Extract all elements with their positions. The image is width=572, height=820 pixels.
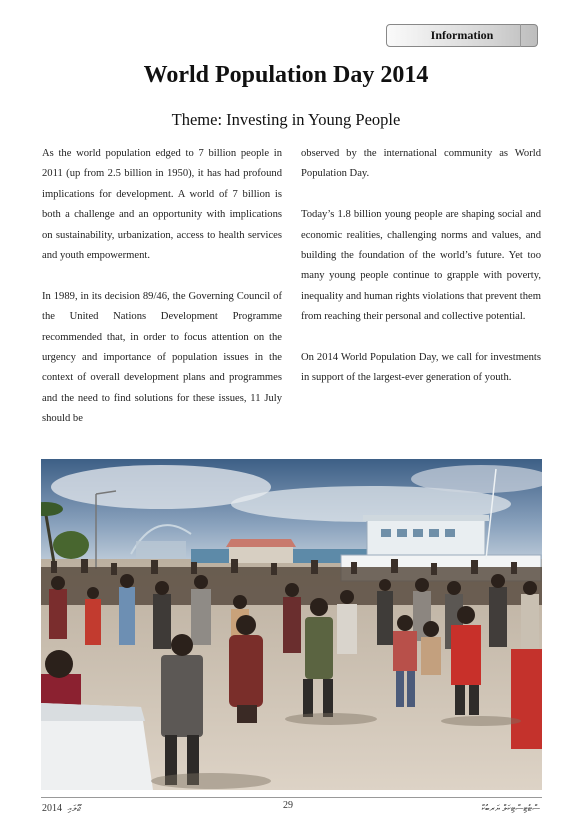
right-column <box>301 144 541 409</box>
page-number: 29 <box>283 800 293 811</box>
paragraph: Today’s 1.8 billion young people are shaping social and economic realities, challenging norms and values, and building the foundation of the world’s future. Yet too many young people continue to grapple with poverty, inequality and human rights violations that prevent them from reaching their personal and collective potential. <box>301 209 541 323</box>
footer-year: 2014 <box>42 803 62 814</box>
paragraph: observed by the international community as World Population Day. <box>301 148 541 180</box>
paragraph: As the world population edged to 7 billion people in 2011 (up from 2.5 billion in 1950), it has had profound implications for development. A world of 7 billion is both a challenge and an opportunity with implications on sustainability, urbanization, access to health services and youth empowerment. <box>42 148 282 262</box>
footer-rule <box>41 797 542 798</box>
article-theme: Theme: Investing in Young People <box>171 110 401 129</box>
section-tab: Information <box>386 24 538 47</box>
crowd-photo <box>41 459 542 790</box>
paragraph: In 1989, in its decision 89/46, the Governing Council of the United Nations Development Programme recommended that, in order to focus attention on the urgency and importance of population issues in the context of overall development plans and programmes and the need to find solutions for these issues, 11 July should be <box>42 290 282 425</box>
paragraph: On 2014 World Population Day, we call for investments in support of the largest-ever generation of youth. <box>301 352 541 384</box>
section-tab-edge <box>520 24 538 47</box>
footer-publication: ސްޓެޓިސްޓިކަލް ޔަރބުކް <box>481 803 540 813</box>
article-title: World Population Day 2014 <box>143 62 429 88</box>
footer-year-script: ޖޫލައި <box>67 803 81 813</box>
footer-issue <box>42 803 81 814</box>
left-column <box>42 144 282 450</box>
